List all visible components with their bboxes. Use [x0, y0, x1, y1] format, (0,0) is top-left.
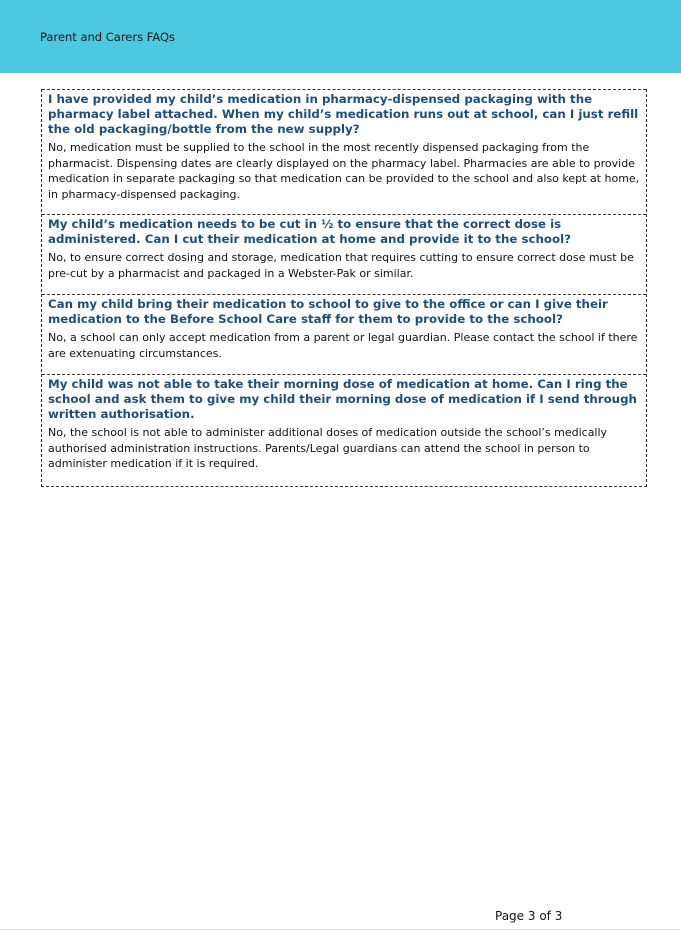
faq-answer: No, medication must be supplied to the school in the most recently dispensed packaging from the pharmacist. Dispensing dates are clearly displayed on the pharmacy label. Pharmacies are able to provide medication in separate packaging so that medication can be provided to the school and also kept at home, in pharmacy-dispensed packaging.: [48, 141, 640, 201]
page-number: Page 3 of 3: [495, 909, 563, 923]
faq-answer: No, a school can only accept medication from a parent or legal guardian. Please contact the school if there are extenuating circumstances.: [48, 331, 638, 360]
faq-question: My child’s medication needs to be cut in ½ to ensure that the correct dose is administered. Can I cut their medication at home and provide it to the school?: [48, 217, 571, 246]
faq-question: I have provided my child’s medication in pharmacy-dispensed packaging with the pharmacy label attached. When my child’s medication runs out at school, can I just refill the old packaging/bottle from the new supply?: [48, 92, 639, 136]
faq-table: [41, 89, 647, 487]
faq-question: Can my child bring their medication to school to give to the office or can I give their medication to the Before School Care staff for them to provide to the school?: [48, 297, 608, 326]
faq-answer: No, the school is not able to administer additional doses of medication outside the school’s medically authorised administration instructions. Parents/Legal guardians can attend the school in person to administer medication if it is required.: [48, 426, 608, 470]
faq-question: My child was not able to take their morning dose of medication at home. Can I ring the school and ask them to give my child their morning dose of medication if I send through written authorisation.: [48, 377, 637, 421]
faq-item: [42, 89, 646, 214]
faq-item: [42, 214, 646, 294]
header-band: [0, 0, 681, 73]
faq-answer: No, to ensure correct dosing and storage, medication that requires cutting to ensure correct dose must be pre-cut by a pharmacist and packaged in a Webster-Pak or similar.: [48, 251, 634, 280]
faq-item: [42, 374, 646, 486]
document-title: Parent and Carers FAQs: [40, 30, 176, 44]
faq-item: [42, 294, 646, 374]
footer-divider: [0, 929, 681, 930]
